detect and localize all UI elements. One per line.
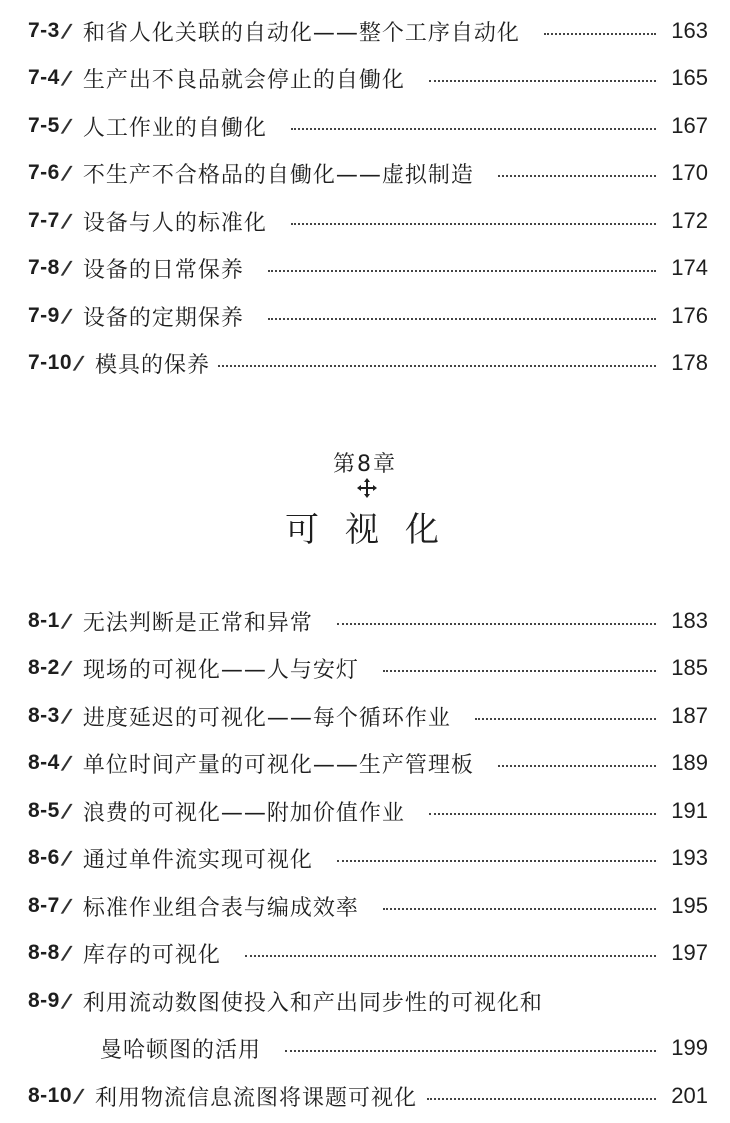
separator: // bbox=[59, 610, 69, 632]
entry-number: 8-6 bbox=[28, 846, 60, 869]
toc-entry-8-10[interactable] bbox=[28, 1076, 708, 1116]
toc-entry-7-8[interactable] bbox=[28, 248, 708, 288]
entry-title-continued: 曼哈顿图的活用 bbox=[100, 1037, 262, 1063]
toc-entry-8-2[interactable] bbox=[28, 648, 708, 688]
dot-leader bbox=[268, 270, 656, 272]
page-number: 170 bbox=[671, 160, 708, 185]
toc-entry-7-10[interactable] bbox=[28, 343, 708, 383]
chapter-title: 可视化 bbox=[285, 510, 465, 550]
toc-entry-8-1[interactable] bbox=[28, 601, 708, 641]
page-number: 187 bbox=[671, 703, 708, 728]
entry-title: 设备与人的标准化 bbox=[82, 210, 267, 236]
dot-leader bbox=[245, 955, 656, 957]
page-number: 193 bbox=[671, 845, 708, 870]
entry-title: 现场的可视化——人与安灯 bbox=[82, 657, 359, 683]
dot-leader bbox=[383, 670, 656, 672]
entry-number: 8-1 bbox=[28, 609, 60, 632]
entry-title: 浪费的可视化——附加价值作业 bbox=[82, 800, 405, 826]
entry-number: 7-5 bbox=[28, 114, 60, 137]
entry-number: 8-3 bbox=[28, 704, 60, 727]
toc-entry-7-9[interactable] bbox=[28, 296, 708, 336]
separator: // bbox=[59, 210, 69, 232]
chapter-label: 第8章 bbox=[333, 452, 397, 477]
dot-leader bbox=[291, 223, 656, 225]
entry-number: 7-4 bbox=[28, 66, 60, 89]
page-number: 178 bbox=[671, 350, 708, 375]
entry-number: 8-9 bbox=[28, 989, 60, 1012]
entry-title: 利用流动数图使投入和产出同步性的可视化和 bbox=[82, 990, 543, 1016]
toc-entry-8-3[interactable] bbox=[28, 696, 708, 736]
separator: // bbox=[59, 115, 69, 137]
page-number: 185 bbox=[671, 655, 708, 680]
entry-number: 7-3 bbox=[28, 19, 60, 42]
entry-title: 和省人化关联的自动化——整个工序自动化 bbox=[82, 20, 520, 46]
toc-entry-7-5[interactable] bbox=[28, 106, 708, 146]
dot-leader bbox=[429, 80, 656, 82]
entry-title: 单位时间产量的可视化——生产管理板 bbox=[82, 752, 474, 778]
dot-leader bbox=[498, 765, 656, 767]
separator: // bbox=[59, 257, 69, 279]
toc-entry-8-5[interactable] bbox=[28, 791, 708, 831]
page-number: 191 bbox=[671, 798, 708, 823]
entry-title: 通过单件流实现可视化 bbox=[82, 847, 313, 873]
dot-leader bbox=[337, 860, 656, 862]
dot-leader bbox=[475, 718, 656, 720]
page-number: 183 bbox=[671, 608, 708, 633]
toc-entry-7-4[interactable] bbox=[28, 58, 708, 98]
dot-leader bbox=[498, 175, 656, 177]
dot-leader bbox=[337, 623, 656, 625]
toc-entry-8-9[interactable] bbox=[28, 981, 708, 1021]
dot-leader bbox=[429, 813, 656, 815]
page-number: 189 bbox=[671, 750, 708, 775]
toc-entry-8-7[interactable] bbox=[28, 886, 708, 926]
separator: // bbox=[59, 847, 69, 869]
entry-number: 7-10 bbox=[28, 351, 73, 374]
page-number: 174 bbox=[671, 255, 708, 280]
separator: // bbox=[59, 752, 69, 774]
entry-title: 无法判断是正常和异常 bbox=[82, 610, 313, 636]
entry-title: 不生产不合格品的自働化——虚拟制造 bbox=[82, 162, 474, 188]
entry-title: 进度延迟的可视化——每个循环作业 bbox=[82, 705, 451, 731]
entry-title: 库存的可视化 bbox=[82, 942, 221, 968]
entry-number: 7-8 bbox=[28, 256, 60, 279]
separator: // bbox=[59, 162, 69, 184]
entry-title: 利用物流信息流图将课题可视化 bbox=[95, 1085, 418, 1111]
page-number: 163 bbox=[671, 18, 708, 43]
entry-title: 设备的定期保养 bbox=[82, 305, 244, 331]
entry-number: 8-5 bbox=[28, 799, 60, 822]
page-number: 172 bbox=[671, 208, 708, 233]
entry-title: 生产出不良品就会停止的自働化 bbox=[82, 67, 405, 93]
toc-entry-7-3[interactable] bbox=[28, 11, 708, 51]
separator: // bbox=[59, 67, 69, 89]
entry-number: 7-6 bbox=[28, 161, 60, 184]
four-arrows-icon bbox=[357, 478, 377, 498]
toc-entry-8-9-continued[interactable] bbox=[28, 1028, 708, 1068]
page-number: 167 bbox=[671, 113, 708, 138]
entry-title: 人工作业的自働化 bbox=[82, 115, 267, 141]
separator: // bbox=[59, 990, 69, 1012]
entry-number: 8-4 bbox=[28, 751, 60, 774]
entry-number: 7-9 bbox=[28, 304, 60, 327]
dot-leader bbox=[285, 1050, 656, 1052]
separator: // bbox=[59, 705, 69, 727]
dot-leader bbox=[427, 1098, 656, 1100]
toc-entry-7-6[interactable] bbox=[28, 153, 708, 193]
separator: // bbox=[59, 942, 69, 964]
dot-leader bbox=[218, 365, 656, 367]
page-number: 176 bbox=[671, 303, 708, 328]
page-number: 195 bbox=[671, 893, 708, 918]
entry-number: 8-7 bbox=[28, 894, 60, 917]
page-number: 197 bbox=[671, 940, 708, 965]
toc-entry-8-6[interactable] bbox=[28, 838, 708, 878]
dot-leader bbox=[383, 908, 656, 910]
entry-number: 8-10 bbox=[28, 1084, 73, 1107]
separator: // bbox=[59, 305, 69, 327]
separator: // bbox=[71, 352, 81, 374]
separator: // bbox=[59, 20, 69, 42]
separator: // bbox=[59, 895, 69, 917]
separator: // bbox=[71, 1085, 81, 1107]
toc-entry-7-7[interactable] bbox=[28, 201, 708, 241]
entry-title: 模具的保养 bbox=[95, 352, 211, 378]
page-number: 199 bbox=[671, 1035, 708, 1060]
entry-title: 标准作业组合表与编成效率 bbox=[82, 895, 359, 921]
entry-number: 8-8 bbox=[28, 941, 60, 964]
separator: // bbox=[59, 800, 69, 822]
page-number: 165 bbox=[671, 65, 708, 90]
dot-leader bbox=[544, 33, 656, 35]
dot-leader bbox=[291, 128, 656, 130]
page-number: 201 bbox=[671, 1083, 708, 1108]
toc-entry-8-4[interactable] bbox=[28, 743, 708, 783]
entry-number: 7-7 bbox=[28, 209, 60, 232]
toc-entry-8-8[interactable] bbox=[28, 933, 708, 973]
dot-leader bbox=[268, 318, 656, 320]
separator: // bbox=[59, 657, 69, 679]
entry-number: 8-2 bbox=[28, 656, 60, 679]
entry-title: 设备的日常保养 bbox=[82, 257, 244, 283]
